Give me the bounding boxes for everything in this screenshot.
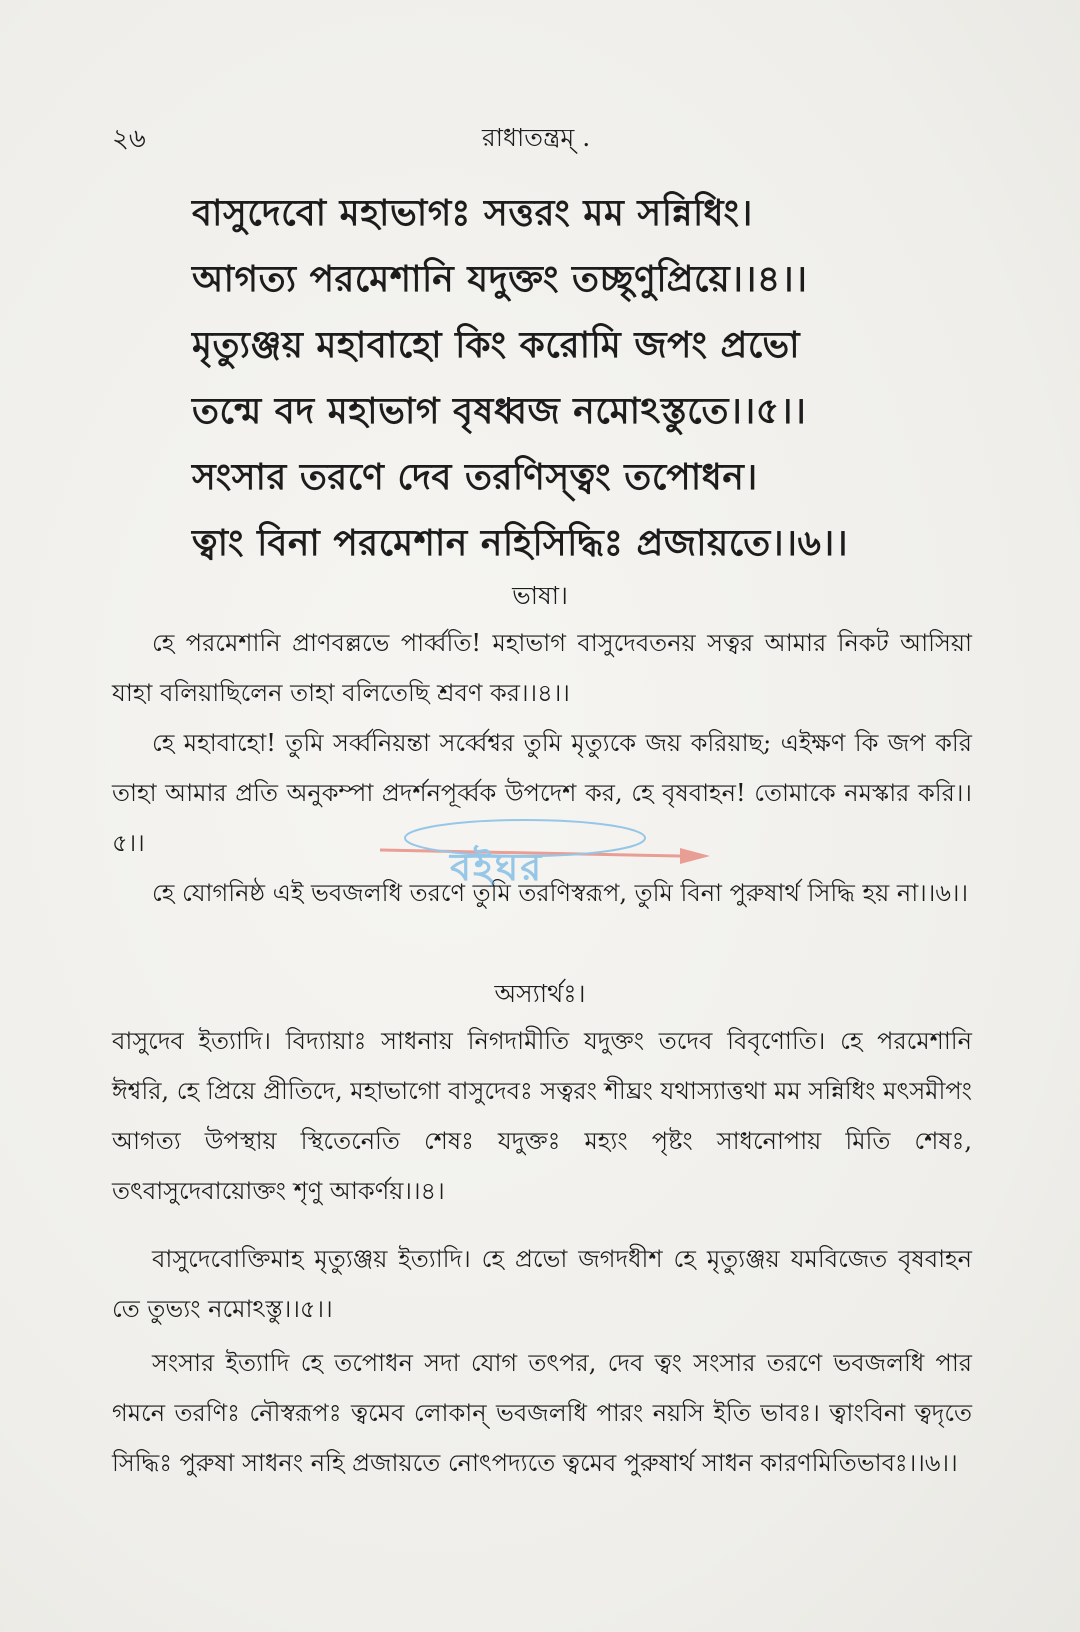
sanskrit-verse-block [192,180,992,576]
bhasha-heading: ভাষা। [512,581,568,610]
watermark-logo [380,810,710,900]
commentary-paragraph: বাসুদেব ইত্যাদি। বিদ্যায়াঃ সাধনায় নিগদামীতি যদুক্তং তদেব বিবৃণোতি। হে পরমেশানি ঈশ্বরি, হে প্রিয়ে প্রীতিদে, মহাভাগো বাসুদেবঃ সত্বরং শীঘ্রং যথাস্যাত্তথা মম সন্নিধিং মৎসমীপং আগত্য উপস্থায় স্থিতেনেতি শেষঃ যদুক্তঃ মহ্যং পৃষ্টং সাধনোপায় মিতি শেষঃ, তৎবাসুদেবায়োক্তং শৃণু আকর্ণয়।।৪। [112,1027,972,1205]
verse-line: আগত্য পরমেশানি যদুক্তং তচ্ছৃণুপ্রিয়ে।।৪।। [192,258,808,300]
watermark-pen-icon [380,810,710,900]
verse-line: বাসুদেবো মহাভাগঃ সত্তরং মম সন্নিধিং। [192,192,753,234]
commentary-heading: অস্যার্থঃ। [494,979,586,1008]
verse-line: মৃত্যুঞ্জয় মহাবাহো কিং করোমি জপং প্রভো [192,324,801,366]
verse-line: সংসার তরণে দেব তরণিস্ত্বং তপোধন। [192,456,758,498]
page-header [112,118,972,158]
bhasha-paragraph: হে পরমেশানি প্রাণবল্লভে পার্ব্বতি! মহাভাগ বাসুদেবতনয় সত্বর আমার নিকট আসিয়া যাহা বলিয়াছিলেন তাহা বলিতেছি শ্রবণ কর।।৪।। [112,629,972,707]
bhasha-paragraph: হে মহাবাহো! তুমি সর্ব্বনিয়ন্তা সর্ব্বেশ্বর তুমি মৃত্যুকে জয় করিয়াছ; এইক্ষণ কি জপ করি তাহা আমার প্রতি অনুকম্পা প্রদর্শনপূর্ব্বক উপদেশ কর, হে বৃষবাহন! তোমাকে নমস্কার করি।।৫।। [112,729,972,857]
watermark-text: বইঘর [450,845,544,889]
running-title: রাধাতন্ত্রম্ . [482,123,591,152]
commentary-paragraph: সংসার ইত্যাদি হে তপোধন সদা যোগ তৎপর, দেব ত্বং সংসার তরণে ভবজলধি পার গমনে তরণিঃ নৌস্বরূপঃ ত্বমেব লোকান্ ভবজলধি পারং নয়সি ইতি ভাবঃ। ত্বাংবিনা ত্বদৃতে সিদ্ধিঃ পুরুষা সাধনং নহি প্রজায়তে নোৎপদ্যতে ত্বমেব পুরুষার্থ সাধন কারণমিতিভাবঃ।।৬।। [112,1349,972,1477]
bhasha-paragraph: হে যোগনিষ্ঠ এই ভবজলধি তরণে তুমি তরণিস্বরূপ, তুমি বিনা পুরুষার্থ সিদ্ধি হয় না।।৬।। [152,879,969,907]
verse-line: তন্মে বদ মহাভাগ বৃষধ্বজ নমোঽস্তুতে।।৫।। [192,390,807,432]
commentary-paragraph: বাসুদেবোক্তিমাহ মৃত্যুঞ্জয় ইত্যাদি। হে প্রভো জগদধীশ হে মৃত্যুঞ্জয় যমবিজেত বৃষবাহন তে তুভ্যং নমোঽস্তু।।৫।। [112,1245,972,1323]
page-number: ২৬ [112,124,146,154]
verse-line: ত্বাং বিনা পরমেশান নহিসিদ্ধিঃ প্রজায়তে।।৬।। [192,522,849,564]
